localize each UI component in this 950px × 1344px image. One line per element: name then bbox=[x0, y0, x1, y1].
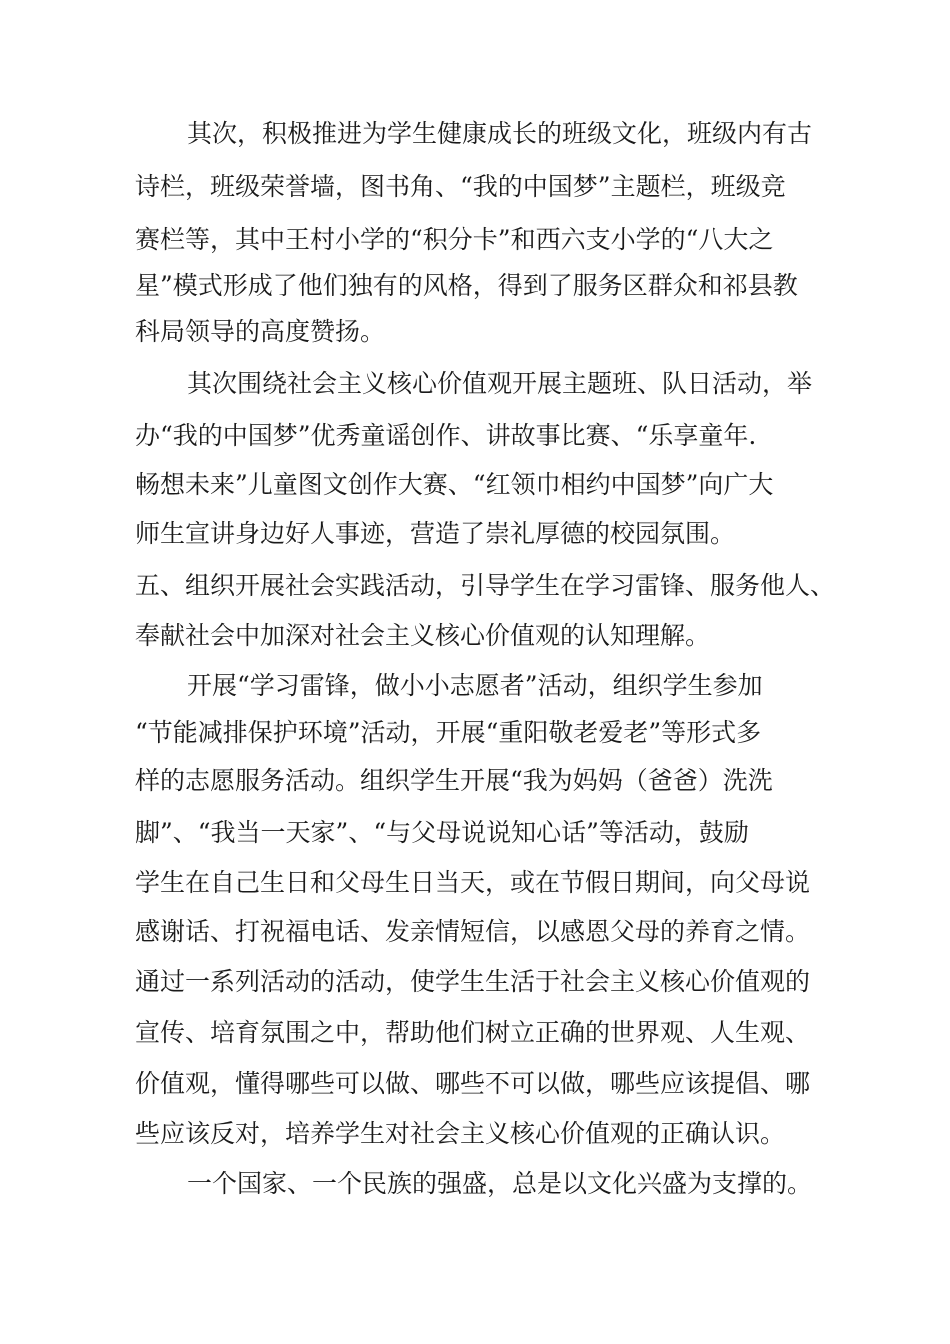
text-line-8: 畅想未来”儿童图文创作大赛、“红领巾相约中国梦”向广大 bbox=[135, 470, 774, 499]
text-line-5: 科局领导的高度赞扬。 bbox=[135, 317, 386, 346]
text-line-1: 其次，积极推进为学生健康成长的班级文化，班级内有古 bbox=[187, 119, 813, 148]
text-line-12: 开展“学习雷锋，做小小志愿者”活动，组织学生参加 bbox=[187, 671, 763, 700]
text-line-13: “节能减排保护环境”活动，开展“重阳敬老爱老”等形式多 bbox=[135, 718, 762, 747]
text-line-17: 感谢话、打祝福电话、发亲情短信，以感恩父母的养育之情。 bbox=[135, 917, 811, 946]
text-line-14: 样的志愿服务活动。组织学生开展“我为妈妈（爸爸）洗洗 bbox=[135, 766, 773, 795]
text-line-3: 赛栏等，其中王村小学的“积分卡”和西六支小学的“八大之 bbox=[135, 225, 774, 254]
text-line-9: 师生宣讲身边好人事迹，营造了崇礼厚德的校园氛围。 bbox=[135, 519, 736, 548]
text-line-2: 诗栏，班级荣誉墙，图书角、“我的中国梦”主题栏，班级竞 bbox=[135, 172, 786, 201]
text-line-19: 宣传、培育氛围之中，帮助他们树立正确的世界观、人生观、 bbox=[135, 1018, 811, 1047]
text-line-6: 其次围绕社会主义核心价值观开展主题班、队日活动，举 bbox=[187, 369, 813, 398]
text-line-21: 些应该反对，培养学生对社会主义核心价值观的正确认识。 bbox=[135, 1119, 786, 1148]
text-line-22: 一个国家、一个民族的强盛，总是以文化兴盛为支撑的。 bbox=[187, 1169, 813, 1198]
section-heading-line-1: 五、组织开展社会实践活动，引导学生在学习雷锋、服务他人、 bbox=[135, 571, 836, 600]
text-line-7: 办“我的中国梦”优秀童谣创作、讲故事比赛、“乐享童年. bbox=[135, 421, 757, 450]
text-line-15: 脚”、“我当一天家”、“与父母说说知心话”等活动，鼓励 bbox=[135, 818, 749, 847]
section-heading-line-2: 奉献社会中加深对社会主义核心价值观的认知理解。 bbox=[135, 621, 711, 650]
text-line-20: 价值观，懂得哪些可以做、哪些不可以做，哪些应该提倡、哪 bbox=[135, 1069, 811, 1098]
text-line-18: 通过一系列活动的活动，使学生生活于社会主义核心价值观的 bbox=[135, 967, 811, 996]
text-line-4: 星”模式形成了他们独有的风格，得到了服务区群众和祁县教 bbox=[135, 271, 798, 300]
text-line-16: 学生在自己生日和父母生日当天，或在节假日期间，向父母说 bbox=[135, 868, 811, 897]
